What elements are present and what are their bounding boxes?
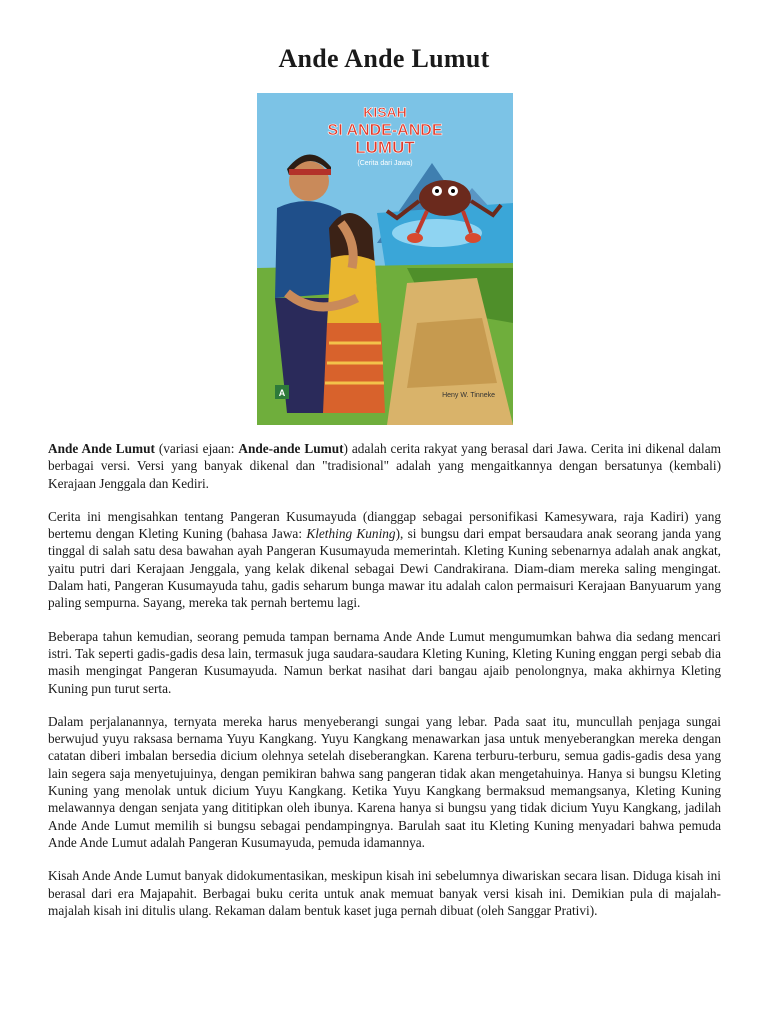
cover-author: Heny W. Tinneke — [442, 392, 495, 399]
paragraph-1-text-b: ) adalah cerita rakyat yang berasal dari Jawa. Cerita ini dikenal dalam berbagai versi. Versi yang banyak dikenal dan "tradisional" adalah yang mengaitkannya dengan bersatunya (kembali) Kerajaan Jenggala dan Kediri. — [48, 441, 721, 491]
cover-title-line3: LUMUT — [355, 138, 415, 157]
paragraph-2-text-a: Cerita ini mengisahkan tentang Pangeran Kusumayuda (dianggap sebagai personifikasi Kamesywara, raja Kadiri) yang bertemu dengan Kleting Kuning (bahasa Jawa: — [48, 508, 721, 542]
article-body — [48, 440, 721, 935]
paragraph-1 — [48, 440, 721, 492]
paragraph-5: Kisah Ande Ande Lumut banyak didokumentasikan, meskipun kisah ini sebelumnya diwariskan secara lisan. Diduga kisah ini berasal dari era Majapahit. Berbagai buku cerita untuk anak memuat banyak versi kisah ini. Demikian pula di majalah-majalah kisah ini ditulis ulang. Rekaman dalam bentuk kaset juga pernah dibuat (oleh Sanggar Prativi). — [48, 868, 721, 918]
publisher-logo-mark: A — [278, 388, 286, 398]
cover-subtitle: (Cerita dari Jawa) — [357, 160, 413, 167]
term-klething-kuning: Klething Kuning — [306, 526, 396, 542]
paragraph-2-text-b: ), si bungsu dari empat bersaudara anak seorang janda yang tinggal di salah satu desa bawahan ayah Pangeran Kusumayuda memerintah. Kleting Kuning sebenarnya adalah anak angkat, yaitu putri dari Kerajaan Jenggala, yang kelak dikenal sebagai Dewi Candrakirana. Diam-diam mereka saling mengingat. Dalam hati, Pangeran Kusumayuda tahu, gadis seharum bunga mawar itu adalah calon permaisuri Kerajaan Banyuarum yang paling sempurna. Sayang, mereka tak pernah bertemu lagi. — [48, 526, 722, 611]
paragraph-3: Beberapa tahun kemudian, seorang pemuda tampan bernama Ande Ande Lumut mengumumkan bahwa dia sedang mencari istri. Tak seperti gadis-gadis desa lain, termasuk juga saudara-saudara Kleting Kuning, Kleting Kuning enggan pergi sebab dia masih mengingat Pangeran Kusumayuda. Namun berkat nasihat dari bangau ajaib penolongnya, maka akhirnya Kleting Kuning pun turut serta. — [48, 628, 721, 696]
book-cover-image — [257, 93, 513, 425]
term-ande-ande-lumut: Ande Ande Lumut — [48, 441, 155, 456]
page-title: Ande Ande Lumut — [278, 44, 490, 73]
paragraph-1-text-a: (variasi ejaan: — [154, 441, 239, 456]
cover-title-line2: SI ANDE-ANDE — [327, 122, 443, 139]
book-cover-illustration — [257, 93, 513, 425]
term-variant-spelling: Ande-ande Lumut — [238, 441, 344, 456]
paragraph-4: Dalam perjalanannya, ternyata mereka harus menyeberangi sungai yang lebar. Pada saat itu, muncullah penjaga sungai berwujud yuyu raksasa bernama Yuyu Kangkang. Yuyu Kangkang menawarkan jasa untuk menyeberangkan mereka dengan catatan diberi imbalan bersedia dicium olehnya setelah diseberangkan. Karena terburu-terburu, semua gadis-gadis desa yang lain segera saja menyetujuinya, dengan pemikiran bahwa sang pangeran tidak akan mengetahuinya. Hanya si bungsu Kleting Kuning yang menolak untuk dicium Yuyu Kangkang. Ketika Yuyu Kangkang bermaksud memangsanya, Kleting Kuning melawannya dengan senjata yang dititipkan oleh ibunya. Karena hanya si bungsu yang tidak dicium Yuyu Kangkang, jadilah Ande Ande Lumut memilih si bungsu sebagai pendampingnya. Barulah saat itu Kleting Kuning menyadari bahwa pemuda Ande Ande Lumut adalah Pangeran Kusumayuda, pemuda idamannya. — [48, 713, 721, 850]
paragraph-2 — [48, 508, 721, 612]
cover-title-line1: KISAH — [363, 104, 407, 120]
